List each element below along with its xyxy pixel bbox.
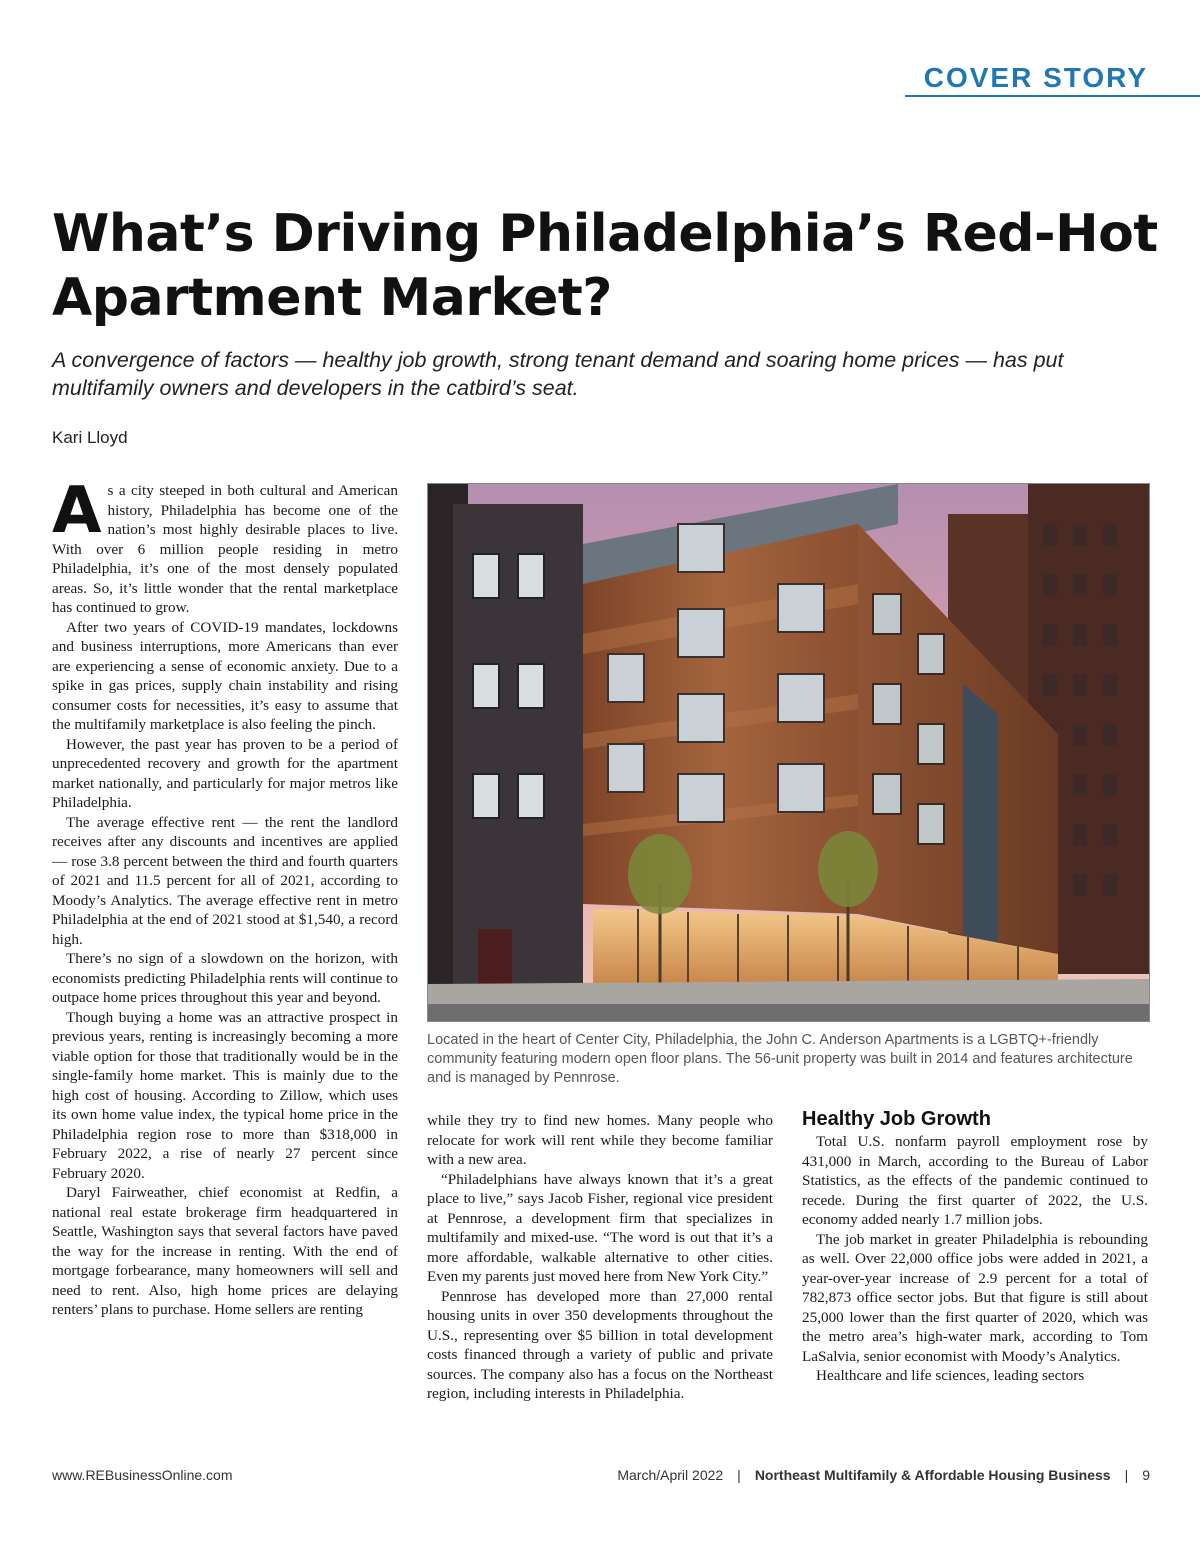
paragraph: The job market in greater Philadelphia is rebounding as well. Over 22,000 office jobs were added in 2021, a year-over-year increase of 2.9 percent for a total of 782,873 office sector jobs. But that figure is still about 25,000 lower than the first quarter of 2020, which was the metro area’s high-water mark, according to Tom LaSalvia, senior economist with Moody’s Analytics. <box>802 1230 1148 1365</box>
paragraph: Total U.S. nonfarm payroll employment rose by 431,000 in March, according to the Bureau of Labor Statistics, as the effects of the pandemic continued to recede. During the first quarter of 2022, the U.S. economy added nearly 1.7 million jobs. <box>802 1133 1148 1228</box>
paragraph: There’s no sign of a slowdown on the horizon, with economists predicting Philadelphia rents will continue to outpace home prices throughout this year and beyond. <box>52 950 398 1006</box>
apartment-building-illustration <box>428 484 1149 1021</box>
article-title: What’s Driving Philadelphia’s Red-Hot Apartment Market? <box>52 204 1158 328</box>
footer-issue: March/April 2022 <box>617 1467 724 1483</box>
paragraph: while they try to find new homes. Many people who relocate for work will rent while they become familiar with a new area. <box>427 1112 773 1168</box>
paragraph: “Philadelphians have always known that it’s a great place to live,” says Jacob Fisher, regional vice president at Pennrose, a development firm that specializes in multifamily and mixed-use. “The word is out that it’s a more affordable, walkable alternative to other cities. Even my parents just moved here from New York City.” <box>427 1170 773 1285</box>
footer-separator: | <box>1124 1467 1129 1483</box>
author-byline: Kari Lloyd <box>52 428 128 447</box>
page-number: 9 <box>1142 1467 1150 1483</box>
footer-website: www.REBusinessOnline.com <box>52 1467 233 1483</box>
article-column-1 <box>52 474 398 1320</box>
paragraph: Though buying a home was an attractive prospect in previous years, renting is increasingly becoming a more viable option for those that traditionally would be in the single-family home market. This is mainly due to the high cost of housing. According to Zillow, which uses its own home value index, the typical home price in the Philadelphia region rose to more than $318,000 in February 2022, a rise of nearly 27 percent since February 2020. <box>52 1008 398 1182</box>
paragraph: Daryl Fairweather, chief economist at Redfin, a national real estate brokerage firm headquartered in Seattle, Washington says that several factors have paved the way for the increase in renting. With the end of mortgage forbearance, many homeowners will sell and need to rent. Also, high home prices are delaying renters’ plans to purchase. Home sellers are renting <box>52 1184 398 1318</box>
section-label: COVER STORY <box>923 62 1148 93</box>
footer-publication: Northeast Multifamily & Affordable Housing Business <box>754 1467 1111 1483</box>
article-column-2 <box>427 1111 773 1404</box>
section-rule <box>905 95 1200 97</box>
section-subhead: Healthy Job Growth <box>802 1108 991 1130</box>
paragraph <box>52 474 398 618</box>
photo-caption: Located in the heart of Center City, Philadelphia, the John C. Anderson Apartments is a LGBTQ+-friendly community featuring modern open floor plans. The 56-unit property was built in 2014 and features architecture and is managed by Pennrose. <box>427 1032 1133 1086</box>
paragraph: After two years of COVID-19 mandates, lockdowns and business interruptions, more Americans than ever are experiencing a sense of economic anxiety. Due to a spike in gas prices, supply chain instability and rising consumer costs for necessities, it’s easy to assume that the multifamily marketplace is also feeling the pinch. <box>52 618 398 733</box>
drop-cap: A <box>52 474 102 548</box>
building-photo <box>427 483 1150 1022</box>
paragraph: However, the past year has proven to be a period of unprecedented recovery and growth for the apartment market nationally, and particularly for major metros like Philadelphia. <box>52 735 398 811</box>
paragraph: Healthcare and life sciences, leading sectors <box>816 1367 1085 1384</box>
article-column-3 <box>802 1108 1148 1386</box>
paragraph: Pennrose has developed more than 27,000 rental housing units in over 350 developments throughout the U.S., representing over $5 billion in total development costs financed through a variety of public and private sources. The company also has a focus on the Northeast region, including interests in Philadelphia. <box>427 1287 773 1402</box>
article-subtitle: A convergence of factors — healthy job growth, strong tenant demand and soaring home prices — has put multifamily owners and developers in the catbird’s seat. <box>52 348 1064 400</box>
paragraph-text: s a city steeped in both cultural and American history, Philadelphia has become one of the nation’s most highly desirable places to live. With over 6 million people residing in metro Philadelphia, it’s one of the most densely populated areas. So, it’s little wonder that the rental marketplace has continued to grow. <box>52 482 398 616</box>
paragraph: The average effective rent — the rent the landlord receives after any discounts and incentives are applied — rose 3.8 percent between the third and fourth quarters of 2021 and 11.5 percent for all of 2021, according to Moody’s Analytics. The average effective rent in metro Philadelphia at the end of 2021 stood at $1,540, a record high. <box>52 813 398 948</box>
footer-info <box>617 1467 1150 1483</box>
footer-separator: | <box>737 1467 741 1483</box>
